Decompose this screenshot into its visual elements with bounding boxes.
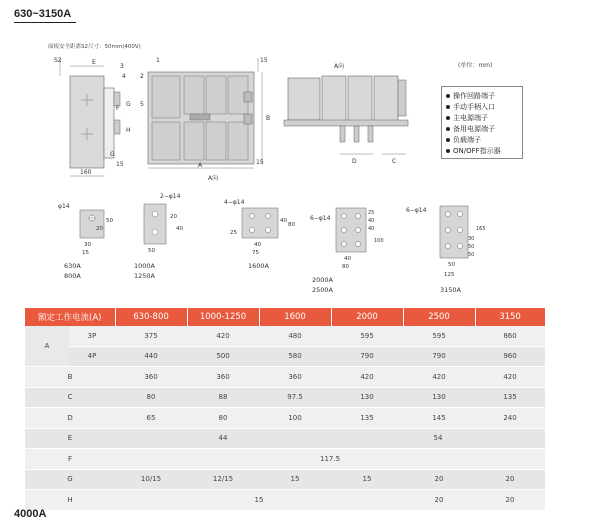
row-label: E	[25, 428, 115, 449]
table-cell: 960	[475, 346, 545, 367]
svg-text:30: 30	[468, 236, 475, 242]
table-cell: 790	[403, 346, 475, 367]
table-cell: 80	[115, 387, 187, 408]
table-cell: 80	[187, 408, 259, 429]
header-cell: 额定工作电流(A)	[25, 308, 115, 326]
row-label: B	[25, 367, 115, 388]
svg-text:100: 100	[374, 238, 384, 244]
svg-text:630A: 630A	[64, 262, 81, 270]
table-cell: 360	[259, 367, 331, 388]
table-cell: 20	[403, 490, 475, 511]
next-section-title: 4000A	[14, 508, 47, 520]
table-cell: 595	[331, 326, 403, 346]
label-5: 5	[140, 101, 144, 108]
left-side-panel	[70, 76, 104, 168]
label-h: H	[126, 127, 131, 134]
label-c: C	[392, 158, 397, 165]
terminal-1600	[222, 196, 302, 272]
legend-item: 手动手柄入口	[442, 101, 522, 112]
svg-text:1250A: 1250A	[134, 272, 155, 280]
table-cell: 375	[115, 326, 187, 346]
table-cell: 580	[259, 346, 331, 367]
table-row	[25, 367, 545, 388]
svg-text:2000A: 2000A	[312, 276, 333, 284]
table-cell: 15	[331, 469, 403, 490]
row-sublabel: 4P	[69, 346, 115, 367]
table-cell: 88	[187, 387, 259, 408]
table-cell: 420	[475, 367, 545, 388]
svg-text:50: 50	[448, 262, 455, 268]
row-label: F	[25, 449, 115, 470]
legend-item: 备用电源端子	[442, 123, 522, 134]
label-g-bottom: G	[110, 151, 115, 158]
table-cell: 440	[115, 346, 187, 367]
title-underline	[14, 22, 76, 23]
table-header-row	[25, 308, 545, 326]
svg-text:40: 40	[280, 218, 287, 224]
table-cell: 500	[187, 346, 259, 367]
label-4: 4	[122, 73, 126, 80]
table-row	[25, 346, 545, 367]
side-view-drawing	[282, 58, 417, 168]
svg-text:40: 40	[368, 218, 375, 224]
svg-text:125: 125	[444, 272, 455, 278]
svg-text:25: 25	[230, 230, 237, 236]
svg-text:25: 25	[368, 210, 375, 216]
label-15-side: 15	[116, 161, 124, 168]
label-f: F	[116, 105, 120, 112]
table-cell: 44	[115, 428, 331, 449]
row-label: C	[25, 387, 115, 408]
label-2: 2	[140, 73, 144, 80]
header-cell: 2500	[403, 308, 475, 326]
label-s2: S2	[54, 57, 62, 64]
front-view-drawing	[40, 36, 280, 186]
svg-text:3150A: 3150A	[440, 286, 461, 294]
legend-item: ON/OFF指示器	[442, 145, 522, 156]
svg-text:15: 15	[82, 250, 89, 256]
header-cell: 3150	[475, 308, 545, 326]
legend-item: 负载端子	[442, 134, 522, 145]
svg-text:50: 50	[468, 252, 475, 258]
bullet-icon	[446, 105, 450, 109]
svg-text:4−φ14: 4−φ14	[224, 199, 245, 206]
table-cell: 860	[475, 326, 545, 346]
table-cell: 130	[331, 387, 403, 408]
table-cell: 420	[331, 367, 403, 388]
svg-text:2−φ14: 2−φ14	[160, 193, 181, 200]
svg-text:6−φ14: 6−φ14	[310, 215, 331, 222]
table-cell: 97.5	[259, 387, 331, 408]
svg-text:20: 20	[96, 226, 103, 232]
table-cell: 15	[115, 490, 403, 511]
table-cell: 12/15	[187, 469, 259, 490]
table-cell: 100	[259, 408, 331, 429]
row-label: H	[25, 490, 115, 511]
table-row	[25, 490, 545, 511]
spec-table	[25, 308, 546, 511]
row-label: A	[25, 326, 69, 367]
table-cell: 20	[475, 490, 545, 511]
label-a: A	[198, 162, 203, 169]
table-cell: 20	[475, 469, 545, 490]
table-cell: 54	[331, 428, 545, 449]
table-cell: 420	[403, 367, 475, 388]
label-e: E	[92, 59, 96, 66]
legend-box	[441, 86, 523, 159]
table-row	[25, 428, 545, 449]
label-1: 1	[156, 57, 160, 64]
svg-text:80: 80	[288, 222, 295, 228]
table-cell: 420	[187, 326, 259, 346]
svg-text:40: 40	[344, 256, 351, 262]
terminal-3150	[406, 200, 486, 296]
bullet-icon	[446, 127, 450, 131]
header-cell: 630-800	[115, 308, 187, 326]
table-row	[25, 408, 545, 429]
label-160: 160	[80, 169, 92, 176]
table-cell: 360	[115, 367, 187, 388]
unit-note: (单位：mm)	[458, 62, 493, 69]
table-cell: 480	[259, 326, 331, 346]
table-cell: 10/15	[115, 469, 187, 490]
label-3: 3	[120, 63, 124, 70]
table-cell: 20	[403, 469, 475, 490]
svg-text:50: 50	[148, 248, 155, 254]
table-cell: 117.5	[115, 449, 545, 470]
svg-text:165: 165	[476, 226, 486, 232]
row-label: D	[25, 408, 115, 429]
table-cell: 360	[187, 367, 259, 388]
label-15-top: 15	[260, 57, 268, 64]
table-row	[25, 449, 545, 470]
terminal-630-800	[58, 198, 128, 280]
svg-text:1000A: 1000A	[134, 262, 155, 270]
legend-item: 操作回路端子	[442, 90, 522, 101]
svg-text:40: 40	[254, 242, 261, 248]
bullet-icon	[446, 94, 450, 98]
table-cell: 790	[331, 346, 403, 367]
table-cell: 135	[331, 408, 403, 429]
header-cell: 1600	[259, 308, 331, 326]
svg-text:30: 30	[84, 242, 91, 248]
terminal-2000-2500	[308, 198, 388, 298]
side-arrow-label: A向	[334, 63, 345, 70]
bullet-icon	[446, 149, 450, 153]
label-15-bottom: 15	[256, 159, 264, 166]
row-label: G	[25, 469, 115, 490]
svg-text:6−φ14: 6−φ14	[406, 207, 427, 214]
clearance-note: 面板安全距离S2尺寸：50mm(400V)	[48, 44, 141, 50]
svg-text:20: 20	[170, 214, 177, 220]
bullet-icon	[446, 116, 450, 120]
table-cell: 15	[259, 469, 331, 490]
label-arrow-a: A向	[208, 175, 219, 182]
header-cell: 1000-1250	[187, 308, 259, 326]
svg-text:40: 40	[368, 226, 375, 232]
label-b: B	[266, 115, 271, 122]
svg-text:800A: 800A	[64, 272, 81, 280]
section-title: 630~3150A	[14, 8, 72, 20]
label-d: D	[352, 158, 357, 165]
header-cell: 2000	[331, 308, 403, 326]
table-cell: 595	[403, 326, 475, 346]
svg-text:2500A: 2500A	[312, 286, 333, 294]
svg-text:75: 75	[252, 250, 259, 256]
svg-text:50: 50	[468, 244, 475, 250]
table-row	[25, 469, 545, 490]
table-cell: 130	[403, 387, 475, 408]
table-cell: 135	[475, 387, 545, 408]
table-row	[25, 326, 545, 346]
label-g: G	[126, 101, 131, 108]
table-cell: 240	[475, 408, 545, 429]
row-sublabel: 3P	[69, 326, 115, 346]
svg-text:40: 40	[176, 226, 183, 232]
legend-item: 主电源端子	[442, 112, 522, 123]
table-row	[25, 387, 545, 408]
bullet-icon	[446, 138, 450, 142]
svg-text:1600A: 1600A	[248, 262, 269, 270]
svg-text:φ14: φ14	[58, 203, 70, 210]
table-cell: 145	[403, 408, 475, 429]
terminal-1000-1250	[130, 190, 200, 282]
svg-text:80: 80	[342, 264, 349, 270]
svg-text:50: 50	[106, 218, 113, 224]
table-cell: 65	[115, 408, 187, 429]
